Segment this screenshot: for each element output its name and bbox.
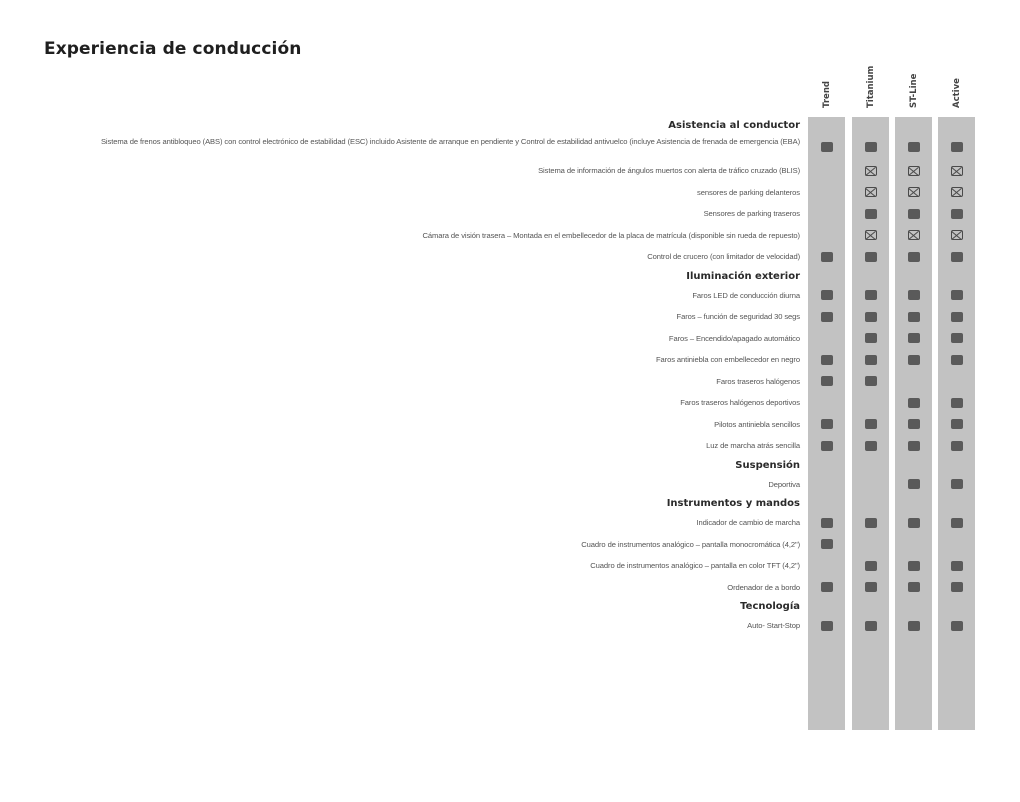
standard-marker: [951, 419, 963, 429]
standard-marker: [951, 582, 963, 592]
standard-marker: [865, 561, 877, 571]
standard-marker: [908, 333, 920, 343]
standard-marker: [865, 518, 877, 528]
standard-marker: [951, 355, 963, 365]
optional-marker: [908, 166, 920, 176]
optional-marker: [951, 166, 963, 176]
standard-marker: [951, 312, 963, 322]
feature-label: Sensores de parking traseros: [703, 209, 800, 218]
standard-marker: [908, 252, 920, 262]
feature-row: [0, 285, 1020, 307]
section-title: Tecnología: [740, 601, 800, 612]
feature-label: Faros – función de seguridad 30 segs: [676, 312, 800, 321]
feature-label: Indicador de cambio de marcha: [696, 518, 800, 527]
optional-marker: [951, 187, 963, 197]
standard-marker: [821, 252, 833, 262]
feature-label: Faros traseros halógenos: [716, 376, 800, 386]
standard-marker: [821, 582, 833, 592]
standard-marker: [951, 333, 963, 343]
standard-marker: [821, 142, 833, 152]
optional-marker: [865, 166, 877, 176]
standard-marker: [951, 142, 963, 152]
feature-row: [0, 474, 1020, 496]
standard-marker: [908, 290, 920, 300]
feature-label: Sistema de información de ángulos muertos con alerta de tráfico cruzado (BLIS): [538, 166, 800, 175]
standard-marker: [951, 621, 963, 631]
column-header-titanium: [852, 0, 889, 110]
feature-label: Cámara de visión trasera – Montada en el embellecedor de la placa de matrícula (disponible sin rueda de repuesto): [422, 230, 800, 240]
standard-marker: [821, 312, 833, 322]
feature-row: [0, 577, 1020, 599]
standard-marker: [865, 290, 877, 300]
standard-marker: [951, 290, 963, 300]
standard-marker: [908, 441, 920, 451]
feature-row: [0, 615, 1020, 637]
page-title: Experiencia de conducción: [44, 39, 302, 59]
section-header-row: [0, 495, 1020, 512]
feature-row: [0, 134, 1020, 160]
standard-marker: [951, 209, 963, 219]
standard-marker: [821, 376, 833, 386]
feature-row: [0, 349, 1020, 371]
standard-marker: [865, 312, 877, 322]
column-header-st-line: [895, 0, 932, 110]
section-header-row: [0, 268, 1020, 285]
feature-label: Ordenador de a bordo: [727, 582, 800, 592]
standard-marker: [821, 419, 833, 429]
optional-marker: [865, 230, 877, 240]
standard-marker: [951, 561, 963, 571]
feature-label: Faros antiniebla con embellecedor en negro: [656, 355, 800, 364]
feature-row: [0, 534, 1020, 556]
feature-row: [0, 160, 1020, 182]
standard-marker: [821, 518, 833, 528]
standard-marker: [865, 209, 877, 219]
standard-marker: [865, 441, 877, 451]
section-header-row: [0, 457, 1020, 474]
section-header-row: [0, 598, 1020, 615]
standard-marker: [908, 398, 920, 408]
standard-marker: [951, 398, 963, 408]
feature-row: [0, 203, 1020, 225]
column-header-label: Titanium: [865, 65, 876, 108]
standard-marker: [908, 312, 920, 322]
standard-marker: [908, 582, 920, 592]
standard-marker: [908, 621, 920, 631]
optional-marker: [908, 230, 920, 240]
standard-marker: [908, 518, 920, 528]
standard-marker: [821, 290, 833, 300]
standard-marker: [908, 209, 920, 219]
feature-label: Control de crucero (con limitador de velocidad): [647, 252, 800, 261]
standard-marker: [821, 355, 833, 365]
section-title: Asistencia al conductor: [668, 120, 800, 131]
standard-marker: [865, 621, 877, 631]
feature-label: Auto- Start-Stop: [747, 621, 800, 630]
feature-row: [0, 182, 1020, 204]
feature-row: [0, 246, 1020, 268]
standard-marker: [865, 252, 877, 262]
feature-label: Faros traseros halógenos deportivos: [680, 398, 800, 407]
column-header-active: [938, 0, 975, 110]
feature-label: Cuadro de instrumentos analógico – pantalla monocromática (4,2"): [581, 539, 800, 549]
column-header-label: Trend: [821, 81, 832, 108]
feature-row: [0, 225, 1020, 247]
standard-marker: [821, 441, 833, 451]
standard-marker: [865, 582, 877, 592]
standard-marker: [951, 441, 963, 451]
feature-label: Deportiva: [768, 479, 800, 489]
standard-marker: [865, 355, 877, 365]
feature-row: [0, 414, 1020, 436]
feature-label: sensores de parking delanteros: [697, 187, 800, 197]
feature-row: [0, 328, 1020, 350]
standard-marker: [951, 518, 963, 528]
section-title: Suspensión: [735, 459, 800, 471]
standard-marker: [951, 252, 963, 262]
feature-label: Faros LED de conducción diurna: [692, 290, 800, 300]
standard-marker: [951, 479, 963, 489]
feature-label: Luz de marcha atrás sencilla: [706, 441, 800, 450]
feature-label: Pilotos antiniebla sencillos: [714, 419, 800, 429]
feature-label: Sistema de frenos antibloqueo (ABS) con control electrónico de estabilidad (ESC) incluido Asistente de arranque en pendiente y Control de estabilidad antivuelco (incluye Asistencia de frenada de emergencia (EBA): [100, 137, 800, 146]
feature-row: [0, 306, 1020, 328]
optional-marker: [865, 187, 877, 197]
optional-marker: [951, 230, 963, 240]
standard-marker: [865, 376, 877, 386]
standard-marker: [865, 419, 877, 429]
standard-marker: [908, 561, 920, 571]
feature-row: [0, 555, 1020, 577]
feature-table: [0, 117, 1020, 637]
feature-label: Cuadro de instrumentos analógico – pantalla en color TFT (4,2"): [590, 561, 800, 570]
standard-marker: [908, 479, 920, 489]
standard-marker: [865, 333, 877, 343]
feature-row: [0, 392, 1020, 414]
section-title: Instrumentos y mandos: [666, 498, 800, 509]
feature-label: Faros – Encendido/apagado automático: [668, 333, 800, 343]
column-header-label: Active: [951, 78, 962, 108]
feature-row: [0, 371, 1020, 393]
standard-marker: [821, 621, 833, 631]
standard-marker: [908, 142, 920, 152]
column-header-trend: [808, 0, 845, 110]
optional-marker: [908, 187, 920, 197]
feature-row: [0, 512, 1020, 534]
standard-marker: [865, 142, 877, 152]
standard-marker: [908, 355, 920, 365]
standard-marker: [908, 419, 920, 429]
column-header-label: ST-Line: [908, 73, 919, 108]
section-title: Iluminación exterior: [686, 270, 800, 282]
standard-marker: [821, 539, 833, 549]
feature-row: [0, 435, 1020, 457]
section-header-row: [0, 117, 1020, 134]
